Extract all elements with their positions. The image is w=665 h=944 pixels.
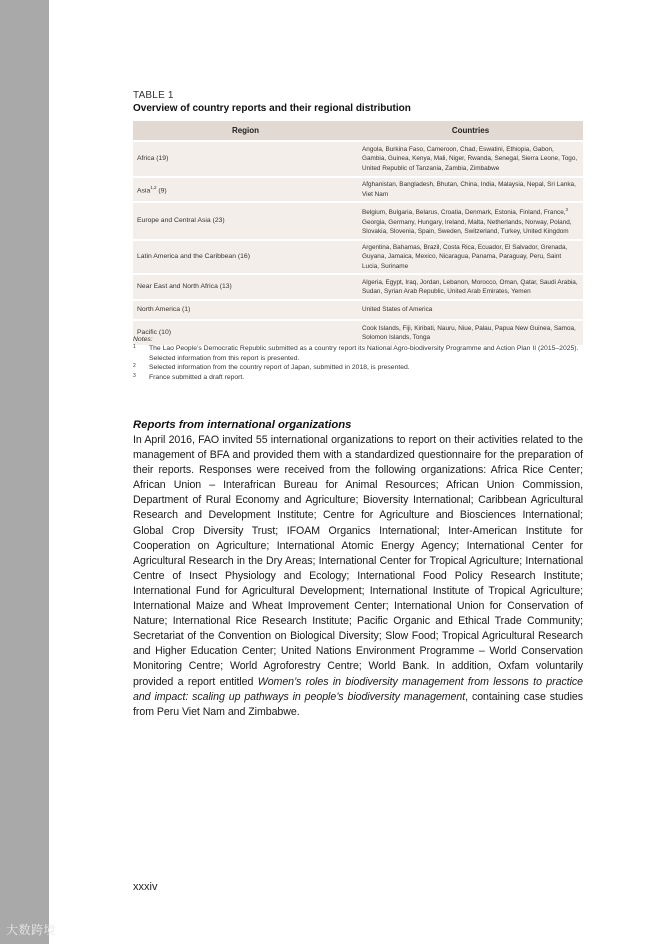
region-cell <box>133 202 358 240</box>
note-text: Selected information from the country report of Japan, submitted in 2018, is presented. <box>149 364 410 371</box>
region-footnote-ref: 1,2 <box>150 185 157 191</box>
table-row <box>133 300 583 320</box>
countries-cell: United States of America <box>358 300 583 320</box>
section-body <box>133 433 583 720</box>
page-number: xxxiv <box>133 881 158 893</box>
note-number: 2 <box>133 363 136 369</box>
notes-label: Notes: <box>133 336 153 343</box>
table-header-row <box>133 121 583 141</box>
note-item <box>133 373 583 383</box>
region-cell <box>133 300 358 320</box>
table-row <box>133 240 583 275</box>
note-item <box>133 344 583 363</box>
region-label: Asia <box>137 187 151 195</box>
table-row <box>133 177 583 202</box>
page-side-band <box>0 0 49 944</box>
country-reports-table <box>133 121 583 345</box>
region-cell <box>133 274 358 300</box>
countries-text: Georgia, Germany, Hungary, Ireland, Malta, Netherlands, Norway, Poland, Slovakia, Slovenia, Spain, Sweden, Switzerland, Turkey, United Kingdom <box>362 218 572 236</box>
countries-cell <box>358 202 583 240</box>
region-cell <box>133 141 358 177</box>
header-countries: Countries <box>358 121 583 141</box>
note-number: 1 <box>133 344 136 350</box>
table-row <box>133 141 583 177</box>
region-label: Pacific (10) <box>137 329 171 337</box>
header-region: Region <box>133 121 358 141</box>
note-text: The Lao People’s Democratic Republic submitted as a country report its National Agro-biodiversity Programme and Action Plan II (2015–2025). Selected information from this report is presented. <box>149 345 579 362</box>
countries-cell: Afghanistan, Bangladesh, Bhutan, China, India, Malaysia, Nepal, Sri Lanka, Viet Nam <box>358 177 583 202</box>
table-notes <box>133 336 583 382</box>
region-count: (9) <box>156 187 167 195</box>
body-text-main: In April 2016, FAO invited 55 international organizations to report on their activities related to the management of BFA and provided them with a standardized questionnaire for the preparation of their reports. Responses were received from the following organizations: Africa Rice Center; African Union – Interafrican Bureau for Animal Resources; African Union Commission, Department of Rural Economy and Agriculture; Bioversity International; Caribbean Agricultural Research and Development Institute; Centre for Agriculture and Biosciences International; Global Crop Diversity Trust; IFOAM Organics International; Inter-American Institute for Cooperation on Agriculture; International Atomic Energy Agency; International Center for Agricultural Research in the Dry Areas; International Center for Tropical Agriculture; International Centre of Insect Physiology and Ecology; International Food Policy Research Institute; International Fund for Agricultural Development; International Institute of Tropical Agriculture; International Maize and Wheat Improvement Center; International Union for Conservation of Nature; International Rice Research Institute; Pacific Organic and Ethical Trade Community; Secretariat of the Convention on Biological Diversity; Slow Food; Tropical Agricultural Research and Higher Education Center; United Nations Environment Programme – World Conservation Monitoring Centre; World Agroforestry Centre; World Bank. In addition, Oxfam voluntarily provided a report entitled <box>133 434 583 688</box>
region-label: Africa (19) <box>137 155 169 163</box>
countries-cell: Argentina, Bahamas, Brazil, Costa Rica, Ecuador, El Salvador, Grenada, Guyana, Jamaica, Mexico, Nicaragua, Panama, Paraguay, Peru, Saint Lucia, Suriname <box>358 240 583 275</box>
section-heading: Reports from international organizations <box>133 419 352 431</box>
countries-cell: Angola, Burkina Faso, Cameroon, Chad, Eswatini, Ethiopia, Gabon, Gambia, Guinea, Kenya, Mali, Niger, Rwanda, Senegal, Sierra Leone, Togo, United Republic of Tanzania, Zambia, Zimbabwe <box>358 141 583 177</box>
report-title: Women’s roles in biodiversity management from lessons to practice and impact: scaling up pathways in people’s biodiversity management <box>133 675 583 703</box>
table-title: Overview of country reports and their regional distribution <box>133 103 411 114</box>
region-label: Latin America and the Caribbean (16) <box>137 253 250 261</box>
region-label: Europe and Central Asia (23) <box>137 217 225 225</box>
countries-footnote-ref: 3 <box>565 207 569 212</box>
countries-text: Belgium, Bulgaria, Belarus, Croatia, Denmark, Estonia, Finland, France, <box>362 209 566 217</box>
countries-cell: Algeria, Egypt, Iraq, Jordan, Lebanon, Morocco, Oman, Qatar, Saudi Arabia, Sudan, Syrian Arab Republic, United Arab Emirates, Yemen <box>358 274 583 300</box>
body-text-end: , containing case studies from Peru Viet Nam and Zimbabwe. <box>133 690 584 718</box>
region-cell <box>133 240 358 275</box>
note-item <box>133 363 583 373</box>
table-label: TABLE 1 <box>133 90 174 101</box>
table-row <box>133 202 583 240</box>
note-number: 3 <box>133 372 136 379</box>
note-text: France submitted a draft report. <box>149 373 245 381</box>
region-cell <box>133 177 358 202</box>
region-label: Near East and North Africa (13) <box>137 283 232 291</box>
region-label: North America (1) <box>137 306 191 314</box>
countries-cell: Cook Islands, Fiji, Kiribati, Nauru, Niue, Palau, Papua New Guinea, Samoa, Solomon Islands, Tonga <box>358 320 583 345</box>
watermark-logo: 大数跨境 <box>6 923 57 937</box>
table-row <box>133 274 583 300</box>
